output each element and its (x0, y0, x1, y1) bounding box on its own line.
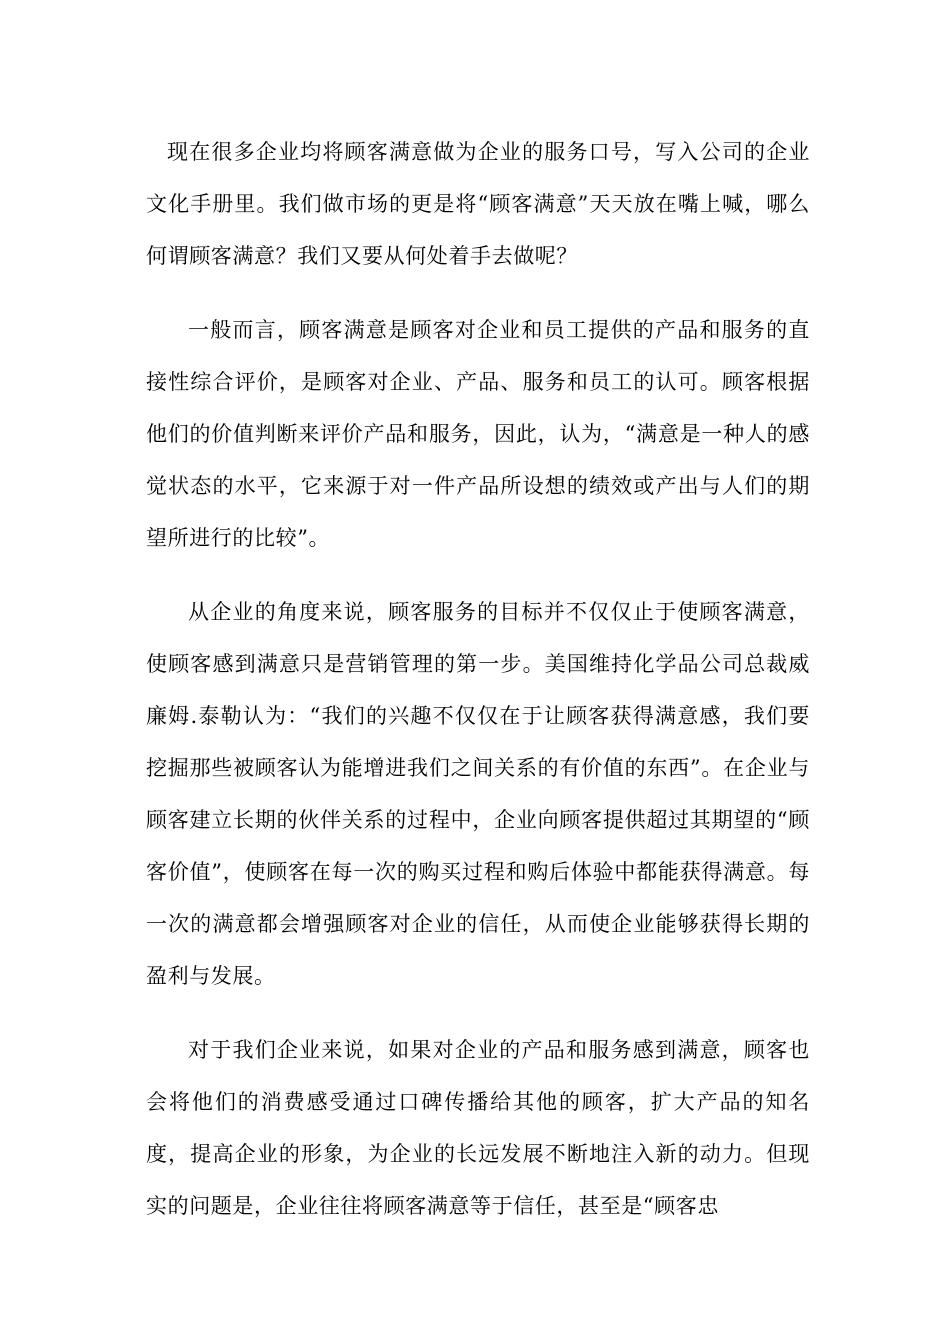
document-body (146, 126, 810, 1232)
paragraph-4: 对于我们企业来说，如果对企业的产品和服务感到满意，顾客也会将他们的消费感受通过口碑传播给其他的顾客，扩大产品的知名度，提高企业的形象，为企业的长远发展不断地注入新的动力。但现实的问题是，企业往往将顾客满意等于信任，甚至是“顾客忠 (146, 1038, 810, 1218)
paragraph-1: 现在很多企业均将顾客满意做为企业的服务口号，写入公司的企业文化手册里。我们做市场的更是将“顾客满意”天天放在嘴上喊，哪么何谓顾客满意？我们又要从何处着手去做呢？ (146, 140, 810, 268)
paragraph-2: 一般而言，顾客满意是顾客对企业和员工提供的产品和服务的直接性综合评价，是顾客对企业、产品、服务和员工的认可。顾客根据他们的价值判断来评价产品和服务，因此，认为，“满意是一种人的感觉状态的水平，它来源于对一件产品所设想的绩效或产出与人们的期望所进行的比较”。 (146, 318, 810, 550)
paragraph-3: 从企业的角度来说，顾客服务的目标并不仅仅止于使顾客满意，使顾客感到满意只是营销管理的第一步。美国维持化学品公司总裁威廉姆.泰勒认为：“我们的兴趣不仅仅在于让顾客获得满意感，我们要挖掘那些被顾客认为能增进我们之间关系的有价值的东西”。在企业与顾客建立长期的伙伴关系的过程中，企业向顾客提供超过其期望的“顾客价值”，使顾客在每一次的购买过程和购后体验中都能获得满意。每一次的满意都会增强顾客对企业的信任，从而使企业能够获得长期的盈利与发展。 (146, 600, 810, 988)
